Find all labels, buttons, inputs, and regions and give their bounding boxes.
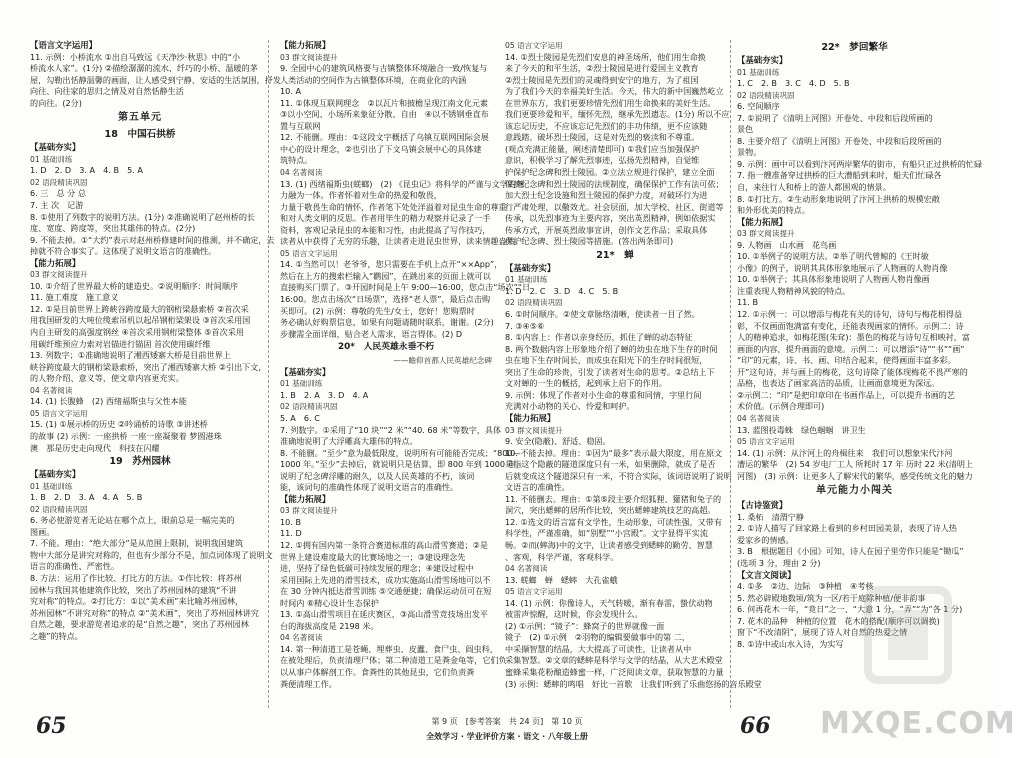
subsection-label: 04 名著阅读 (737, 413, 780, 423)
answer-line: 粪便清理工作。 (280, 678, 337, 689)
answer-line: 7. 指一艘准备穿过拱桥的巨大漕船到来时，船夫们忙碌各 (737, 170, 942, 181)
answer-line: 1. D 2. D 3. A 4. B 5. A (30, 165, 143, 176)
answer-line: 8. ①内容上：作者以亲身经历，抓住了蝉的动态特征 (505, 332, 693, 343)
answer-line: 12. 不能删。理由：①这段文字概括了乌镇互联网国际会展 (280, 132, 489, 143)
answer-line: 虫在地下生存时间长，而成虫在阳光下的生存时间很短， (505, 355, 708, 366)
answer-line: 桥流水人家”。(1分) ②描绘潺潺的流水、纤巧的小桥、温暖的茅 (30, 63, 258, 74)
answer-line: 人的精神追求，如梅花图(朱耷)：墨色的梅花与诗句互相映衬，富 (737, 332, 970, 343)
answer-line: 1000 年。”至少”去掉后，就说明只是估算，即 800 年到 1000 年， (280, 459, 524, 470)
page-number-right: 66 (740, 713, 771, 739)
answer-line: 蜜蜂采集花粉酿造蜂蜜一样，广泛阅读文章，获取智慧的力量 (505, 666, 724, 677)
subsection-label: 02 语段精读巩固 (280, 402, 338, 412)
answer-line: 世界上建设难度最大的比赛场地之一；③建设理念先 (280, 551, 466, 562)
answer-line: 和对人类文明的反思。作者用毕生的精力观察并记录了一手 (280, 213, 491, 224)
section-heading: 【文言文阅读】 (737, 569, 796, 580)
answer-line: 中心的设计理念，②也引出了下文乌镇会展中心的具体建 (280, 143, 482, 154)
answer-line: 然后在上方的搜索栏输入“鹳园”，在跳出来的页面上就可以 (280, 270, 491, 281)
answer-line: 内自主研发的高强度钢丝 ④首次采用钢桁梁整体 ⑤首次采用 (30, 327, 244, 338)
lesson-title: 18 中国石拱桥 (104, 129, 176, 141)
site-watermark: MXQE.COM (820, 706, 1016, 741)
answer-line: 人类活动的空间作为古镇整体环境，在商业化的内涵 (280, 74, 467, 85)
answer-line: 读者从中获得了无穷的乐趣，让读者走进昆虫世界，读来情趣盎然。 (280, 236, 523, 247)
answer-line: 说明了纪念碑浮雕的耐久，以及人民英雄的不朽，该词 (280, 470, 475, 481)
answer-line: 13. 蜣螂 蝉 蟋蟀 大孔雀蛾 (505, 574, 618, 585)
answer-line: 14. ①烈士陵园是先烈们安息的神圣场所，他们用生命换 (505, 51, 706, 62)
answer-line: 1. D 2. C 3. D 4. C 5. B (505, 285, 619, 296)
subsection-label: 05 语言文字运用 (505, 41, 563, 50)
answer-line: 中采撷智慧的结晶，大大提高了可读性，让读者从中 (505, 643, 692, 654)
answer-line: 力融为一体。作者怀着对生命的热爱和敬畏， (280, 190, 442, 201)
answer-line: 6. 何再花木一年，“竟日”之一、“大意 1 分，“弄”“为”各 1 分) (737, 604, 963, 615)
answer-line: 术价值。(示例合理即可) (737, 401, 825, 412)
answer-line: 园林与我国其他建筑作比较，突出了苏州园林的建筑“不讲 (30, 584, 237, 595)
subsection-label: 02 语段精读巩固 (30, 177, 88, 187)
subsection-label: 03 群文阅读提升 (505, 425, 563, 435)
lesson-title: 19 苏州园林 (109, 456, 171, 468)
answer-line: 小像》的例子，说明其具体形象地展示了人物画的人物肖像 (737, 262, 948, 273)
answer-line: 开”这句诗，并与画上的梅花，这句诗除了能体现梅花不畏严寒的 (737, 366, 968, 377)
answer-line: 科学性，严谨准确，如“别墅”“小宫殿”。文字显得平实流 (505, 528, 708, 539)
subsection-label: 01 基础训练 (505, 275, 548, 285)
subsection-label: 05 语言文字运用 (505, 587, 563, 597)
answer-line: 准确地说明了大浮雕高大雄伟的特点。 (280, 436, 418, 447)
answer-line: 究对称”的特点。②打比方：①以“美术画”来比喻苏州园林， (30, 596, 244, 607)
page-number-left: 65 (36, 713, 67, 739)
answer-line: 14. (1) 示例：从汴河上的舟楫往来 我们可以想象宋代汴河 (737, 447, 953, 458)
answer-line: 窗下“不改清阴”，展现了诗人对自然的热爱之情 (737, 627, 908, 638)
answer-line: 自然之趣，要求游览者追求的是“自然之趣”，突出了苏州园林 (30, 619, 249, 630)
answer-line: 向往、向往家的思归之情及对自然恬静生活 (30, 86, 184, 97)
answer-line: 在被处理后，负责清理尸体；第二种清道工是粪金龟等，它们负 (280, 655, 507, 666)
answer-line: 12. ①是目前世界上跨峡谷跨度最大的钢桁梁悬索桥 ②首次采 (30, 303, 249, 314)
answer-line: 6. ①时间顺序。②使文章脉络清晰，使读者一目了然。 (505, 309, 700, 320)
answer-line: 10. ①举例子的说明方法。②举了明代曾鲸的《王时敏 (737, 251, 929, 262)
answer-line: 7. 列数字。①采用了“10 块”“2 米”“40. 68 米”等数字，具体 (280, 424, 502, 435)
answer-line: 突出了生命的珍贵，引发了读者对生命的思考。②总结上下 (505, 366, 715, 377)
answer-line: 7. ③④⑤⑥ (505, 320, 545, 331)
answer-line: 13. 列数字；①准确地说明了湘西矮寨大桥是目前世界上 (30, 350, 231, 361)
answer-line: 5. 然必辟殿地数顷/筑为一区/若于庭除种植/便非韵事 (737, 592, 926, 603)
subsection-label: 03 群文阅读提升 (30, 270, 88, 280)
answer-line: 直接购买门票了。③开园时间是上午 9:00—16:00，您点击“场次”“日 (280, 282, 531, 293)
answer-line: 保护纪念碑和烈士陵园的法规制度，确保保护工作有法可依； (505, 178, 724, 189)
answer-line: 在 30 分钟内抵达滑雪训练 ⑤交通便捷；确保运动员可在短 (280, 586, 492, 597)
answer-line: 6. 空间顺序 (737, 101, 780, 112)
subsection-label: 01 基础训练 (737, 67, 780, 77)
answer-line: 进，坚持了绿色低碳可持续发展的理念；④建设过程中 (280, 563, 474, 574)
answer-line: 12. ①选文的语言富有文学性，生动形象，可读性强，又带有 (505, 516, 722, 527)
subsection-label: 01 基础训练 (280, 379, 323, 389)
answer-line: 7. ①说明了《清明上河图》开卷处、中段和后段所画的 (737, 112, 933, 123)
answer-line: 被雷声惊醒，这时候，你会发现什么。 (505, 609, 643, 620)
answer-line: 物中大部分是讲究对称的，但也有少部分不是，加点词体现了说明文 (30, 549, 273, 560)
answer-line: (3) 示例：蟋蟀的鸣唱 好比一首歌 让我们听到了乐曲悠扬的音乐殿堂 (505, 678, 762, 689)
answer-line: 苏州园林“不讲究对称”的特点 ②“美术画”，突出了苏州园林讲究 (30, 607, 259, 618)
answer-line: 图画。 (30, 526, 55, 537)
answer-line: 3. B 根据题目《小园》可知，诗人在园子里劳作只能是“锄瓜” (737, 546, 964, 557)
section-heading: 【能力拓展】 (280, 493, 331, 504)
subsection-label: 02 语段精读巩固 (30, 504, 88, 514)
answer-line: 的向往。(2分) (30, 97, 82, 108)
answer-line: 保护纪念碑、烈士陵园等措施。(答出两条即可) (505, 236, 674, 247)
answer-line: 文语言的准确性。 (505, 482, 570, 493)
answer-line: 和外形优美的特点。 (737, 205, 810, 216)
answer-line: 洞穴，突出蟋蟀的居所作比较，突出蟋蟀建筑技艺的高超。 (505, 505, 716, 516)
subsection-label: 04 名著阅读 (30, 385, 73, 395)
answer-line: 是指这个隐蔽的隧道深度只有一米，如果删除，就成了是否 (505, 459, 716, 470)
answer-line: 务必确认好购票信息，如果有问题请随时联系，谢谢。(2分) (280, 317, 494, 328)
answer-line: 充满对小动物的关心、怜爱和呵护。 (505, 401, 635, 412)
answer-line: 度、宽度、跨度等，突出其雄伟的特点。(2分) (30, 223, 196, 234)
column-1 (30, 40, 281, 708)
answer-line: 14. (1) 长腹蜂 (2) 西绪福斯虫与父性本能 (30, 396, 187, 407)
unit-title: 单元能力小闯关 (816, 485, 893, 497)
answer-line: 1. 桑柘 清渭宁静 (737, 511, 804, 522)
answer-line: 10. B (280, 516, 301, 527)
answer-line: 6. 三 总 分 总 (30, 188, 86, 199)
subsection-label: 05 语言文字运用 (30, 408, 88, 418)
answer-line: 13. 蓝图投毒蛛 绿色蝈蝈 讲卫生 (737, 424, 866, 435)
answer-line: 8. 主要介绍了《清明上河图》开卷处、中段和后段所画的 (737, 135, 942, 146)
answer-line: ②示例二：“印”是把印章印在书画作品上，可以提升书画的艺 (737, 389, 955, 400)
subsection-label: 01 基础训练 (30, 481, 73, 491)
answer-line: 、客观，科学严谨，客观科学。 (505, 551, 619, 562)
section-heading: 【能力拓展】 (280, 40, 331, 50)
answer-line: 意践踏、破坏烈士陵园，这是对先烈的亵渎和不尊重。 (505, 132, 700, 143)
answer-line: 掉就不符合事实了。这体现了说明文语言的准确性。 (30, 246, 217, 257)
answer-line: 14. ①当然可以！老爷爷，您只需要在手机上点开“××App”， (280, 259, 503, 270)
subsection-label: 05 语言文字运用 (280, 248, 338, 258)
answer-line: 畅。②而(蟀海)中的文字，让读者感受到蟋蟀的勤劳、智慧 (505, 539, 713, 550)
answer-line: 能，该词句的准确性体现了说明文语言的准确性。 (280, 482, 459, 493)
answer-line: 7. 不能。理由：“绝大部分”是从范围上限制，说明我国建筑 (30, 538, 243, 549)
answer-line: 后就变成这个隧道深只有一米，不符合实际，该词语说明了说明 (505, 470, 732, 481)
answer-line: 13. (1) 西绪福斯虫(蜣螂) (2) 《昆虫记》将科学的严谨与文学的魅 (280, 178, 525, 189)
answer-line: 14. (1) 示例：你像诗人，天气转暖，渐有春雷，蛰伏动物 (505, 597, 713, 608)
answer-line: 以从事户体解剖工作。食粪性的其他昆虫，它们负责粪 (280, 666, 475, 677)
subsection-label: 02 语段精读巩固 (737, 90, 795, 100)
answer-line: 来了今天的和平生活，②烈士陵园是进行爱国主义教育 (505, 63, 699, 74)
answer-line: 10. A (280, 86, 301, 97)
answer-line: 台的海拔高度是 2198 米。 (280, 620, 379, 631)
answer-line: 的人物介绍、意义等，使文章内容更充实。 (30, 373, 184, 384)
answer-line: (选项 3 分，理由 2 分) (737, 557, 821, 568)
answer-line: 14. 第一种清道工是苍蝇、埋葬虫、皮蠹、食尸虫、阎虫科， (280, 643, 498, 654)
answer-line: 爱家乡的情感。 (737, 534, 794, 545)
answer-line: 11. B (737, 297, 758, 308)
section-heading: 【能力拓展】 (737, 216, 788, 227)
answer-line: 1. B 2. A 3. D 4. A (280, 389, 369, 400)
answer-line: 护保护纪念碑和烈士陵园。②立法立规进行保护，建立全面 (505, 167, 715, 178)
answer-line: 文对蝉的一生的概括，起到承上启下的作用。 (505, 378, 667, 389)
answer-line: 意识，积极学习了解先烈事迹，弘扬先烈精神，自觉维 (505, 155, 700, 166)
subsection-label: 03 群文阅读提升 (280, 52, 338, 62)
answer-line: 8. ①诗中或山水入诗，为实写 (737, 638, 844, 649)
answer-line: 16:00。您点击场次“日场票”，选择“老人票”，最后点击购 (280, 294, 491, 305)
answer-line: 11. 施工难度 施工意义 (30, 292, 119, 303)
answer-line: 12. ①拥有国内第一条符合赛道标准的高山滑雪赛道；②是 (280, 539, 489, 550)
answer-line: 11. ①体现互联网理念 ②以瓦片和披檐呈现江南文化元素 (280, 97, 489, 108)
subsection-label: 03 群文阅读提升 (280, 506, 338, 516)
section-heading: 【能力拓展】 (505, 412, 556, 423)
answer-line: 采用国际上先进的滑雪技术，成功实施高山滑雪场地可以不 (280, 574, 491, 585)
section-heading: 【能力拓展】 (30, 257, 81, 268)
answer-line: 12. ①示例一：可以增添与梅花有关的诗句，诗句与梅花相得益 (737, 309, 963, 320)
section-heading: 【古诗鉴赏】 (737, 500, 788, 511)
section-heading: 【基础夯实】 (30, 142, 81, 153)
answer-line: 9. 不能去掉。①“大约”表示对赵州桥修建时间的推测，并不确定，去 (30, 234, 275, 245)
section-heading: 【基础夯实】 (737, 55, 788, 65)
lesson-title: 21* 蝉 (596, 249, 634, 261)
answer-line: 之趣”的特点。 (30, 630, 83, 641)
lesson-title: 22* 梦回繁华 (821, 42, 888, 53)
answer-line: 8. ①使用了列数字的说明方法。(1分) ②准确说明了赵州桥的长 (30, 211, 256, 222)
answer-line: 河图) (3) 示例：让更多人了解宋代的繁华，感受传统文化的魅力 (737, 470, 973, 481)
answer-line: 11. 示例：小桥流水 ①出自马致远《天净沙·秋思》中的“小 (30, 51, 241, 62)
answer-line: (观点充满正能量，阐述清楚即可) ①我们应当加强保护 (505, 143, 700, 154)
answer-line: 行严肃处理，以儆效尤。社会层面，加大学校、社区、街道等 (505, 201, 724, 212)
answer-line: 景物。 (737, 147, 762, 158)
answer-line: 9. 示例：体现了作者对小生命的尊重和同情，字里行间 (505, 389, 702, 400)
answer-line: 用我国研发的大吨位缆索吊机以起吊钢桁梁架设 ③首次采用国 (30, 315, 251, 326)
lesson-subtitle: ——瞻仰首都人民英雄纪念碑 (393, 356, 492, 366)
answer-line: 语言的准确性、严密性。 (30, 561, 120, 572)
answer-line: 传承方式，开展英烈故事宣讲，创作文艺作品；采取具体 (505, 224, 708, 235)
subsection-label: 02 语段精读巩固 (505, 298, 563, 308)
answer-line: 8. 两个数据内容上形象地介绍了蝉的幼虫在地下生存的时间 (505, 343, 718, 354)
answer-line: ③以小空间、小场所来象征分散、自由 ④以不锈钢垂直布 (280, 109, 489, 120)
answer-line: 13. ①高山滑雪项目在延庆赛区，③高山滑雪竞技场出发平 (280, 609, 489, 620)
answer-line: 画面的内容，提升画面的意境。示例二：可以增添“诗”“书”“画” (737, 343, 965, 354)
answer-line: “印”的元素，诗、书、画、印结合起来，使得画面丰富多彩。 (737, 355, 956, 366)
answer-line: 筑特点。 (280, 155, 313, 166)
subsection-label: 05 语言文字运用 (737, 437, 795, 447)
answer-line: 9. 安全(隐蔽)、舒适、稳固。 (505, 436, 611, 447)
answer-line: 步骤需全面详细，贴合老人需求，语言得体。(2) D (280, 328, 463, 339)
answer-line: 10. ①介绍了世界最大桥的建造史。②说明顺序：时间顺序 (30, 280, 239, 291)
answer-line: 8. ①打比方。②生动形象地说明了汴河上拱桥的规模宏敞 (737, 193, 940, 204)
answer-line: 在世界东方，我们更要珍惜先烈们用生命换来的美好生活。 (505, 97, 716, 108)
answer-line: 11. 不能删去。理由：①第⑤段主要介绍狐狸、獾猪和兔子的 (505, 493, 722, 504)
answer-line: 加大烈士纪念设施和烈士陵园的保护力度，对破坏行为进 (505, 190, 708, 201)
answer-line: 6. 务必使游览者无论站在哪个点上，眼前总是一幅完美的 (30, 515, 235, 526)
subsection-label: 03 群文阅读提升 (737, 229, 795, 239)
unit-title: 第五单元 (118, 112, 162, 124)
footer-book-title: 全效学习 · 学业评价方案 · 语文 · 八年级上册 (426, 732, 588, 741)
answer-line: 买即可。(2) 示例：尊敬的先生/女士，您好！您购票时 (280, 305, 475, 316)
answer-line: 用碳纤维预应力索对岩锚进行锚固 首次使用碳纤维 (30, 338, 211, 349)
answer-line: 10. 不能去掉。理由：①因为“最多”表示最大限度，用在原文 (505, 447, 723, 458)
answer-line: 9. 人物画 山水画 花鸟画 (737, 239, 837, 250)
answer-line: 彰，不仅画面饱满富有变化，还能表现画家的情怀。示例二：诗 (737, 320, 964, 331)
answer-line: 自，来往行人和桥上的游人都围观的情景。 (737, 182, 891, 193)
answer-line: 9. 示例：画中可以看到汴河两岸繁华的街市，有船只正过拱桥的忙碌 (737, 158, 983, 169)
answer-line: 采集智慧。②文章的蟋蟀是科学与文学的结晶，从大艺术殿堂 (505, 655, 723, 666)
answer-line: 澳 那是历史走向现代 科技在闪耀 (30, 442, 160, 453)
answer-line: 我们更要珍爱和平，缅怀先烈，继承先烈遗志。(1分) 所以不应 (505, 109, 730, 120)
answer-line: 品格，也表达了画家高洁的品质，让画面意境更为深远。 (737, 378, 940, 389)
section-heading: 【基础夯实】 (30, 469, 81, 480)
answer-line: ②烈士陵园是先烈们的灵魂得到安宁的地方，为了祖国 (505, 74, 699, 85)
answer-line: 8. 方法：运用了作比较、打比方的方法。①作比较：将苏州 (30, 572, 242, 583)
answer-line: 2. ①诗人描写了回家路上看到的乡村田园美景，表现了诗人热 (737, 523, 957, 534)
answer-line: 5. A 6. C (280, 412, 320, 423)
section-heading: 【语言文字运用】 (30, 40, 97, 50)
answer-line: (2) ①示例：“镜子”：蜂窝子的世界就像一面 (505, 620, 665, 631)
answer-line: 峡谷跨度最大的钢桁梁悬索桥，突出了湘西矮寨大桥 ②引出下文， (30, 361, 267, 372)
subsection-label: 01 基础训练 (30, 154, 73, 164)
subsection-label: 04 名著阅读 (505, 564, 548, 574)
answer-line: 资料，客观记录昆虫的本能和习性，由此提高了写作技巧， (280, 224, 491, 235)
answer-line: 镜子 (2) ①示例 ②羽物的编辑要做事中的第 二， (505, 632, 690, 643)
answer-line: 10. ①举例子；其具体形象地说明了人物画人物肖像画 (737, 274, 930, 285)
answer-line: 漕运的繁华 (2) 54 岁电厂工人 所耗时 17 年 历时 22 米(清明上 (737, 459, 974, 470)
answer-line: 景色 (737, 124, 754, 135)
answer-line: 7. 主 次 记游 (30, 200, 84, 211)
answer-line: 4. ①多 ②边、边际 ③种植 ④考核 (737, 581, 874, 592)
answer-line: 该忘记历史，不应该忘记先烈们的丰功伟绩，更不应该随 (505, 120, 708, 131)
answer-line: 9. 全园中心的建筑风格要与古镇整体环境融合一致/恢复与 (280, 63, 488, 74)
page-footer (392, 716, 622, 742)
answer-line: 时间内 ⑥精心设计生态保护 (280, 597, 379, 608)
column-divider (268, 40, 269, 708)
answer-line: 7. 花木的品种 种植的位置 花木的搭配(顺序可以调换) (737, 615, 940, 626)
lesson-title: 20* 人民英雄永垂不朽 (337, 342, 434, 353)
answer-line: 屋，勾勒出恬静温馨的画面，让人感受到宁静、安适的生活氛围，抒发 (30, 74, 281, 85)
watermark-logo-icon (848, 560, 968, 700)
answer-line: 力量于敬畏生命的情怀，作者笔下处处洋溢着对昆虫生命的尊重 (280, 201, 507, 212)
answer-line: 1. C 2. B 3. C 4. D 5. B (737, 78, 850, 89)
answer-line: 为了我们今天的幸福美好生活。今天，伟大的新中国巍然屹立 (505, 86, 724, 97)
subsection-label: 04 名著阅读 (280, 168, 323, 178)
section-heading: 【基础夯实】 (505, 262, 556, 273)
answer-line: 1. B 2. D 3. A 4. A 5. B (30, 492, 143, 503)
answer-line: 注重表现人物精神风貌的特点。 (737, 285, 851, 296)
answer-line: 11. D (280, 528, 302, 539)
answer-line: 8. 不能删。“至少”意为最低限度，说明所有可能能否完成；“800— (280, 447, 521, 458)
section-heading: 【基础夯实】 (280, 366, 331, 377)
answer-line: 15. (1) ①展示桥的历史 ②吟诵桥的诗歌 ③讲述桥 (30, 419, 208, 430)
answer-line: 传承，以先烈事迹为主要内容，突出英烈精神，例如依据实 (505, 213, 716, 224)
answer-line: 置与互联网 (280, 120, 321, 131)
footer-page-line: 第 9 页 [参考答案 共 24 页] 第 10 页 (431, 717, 583, 726)
column-divider (730, 40, 731, 708)
subsection-label: 04 名著阅读 (280, 633, 323, 643)
answer-line: 的故事 (2) 示例：一座拱桥 一座一座凝聚着 梦圆港珠 (30, 430, 222, 441)
